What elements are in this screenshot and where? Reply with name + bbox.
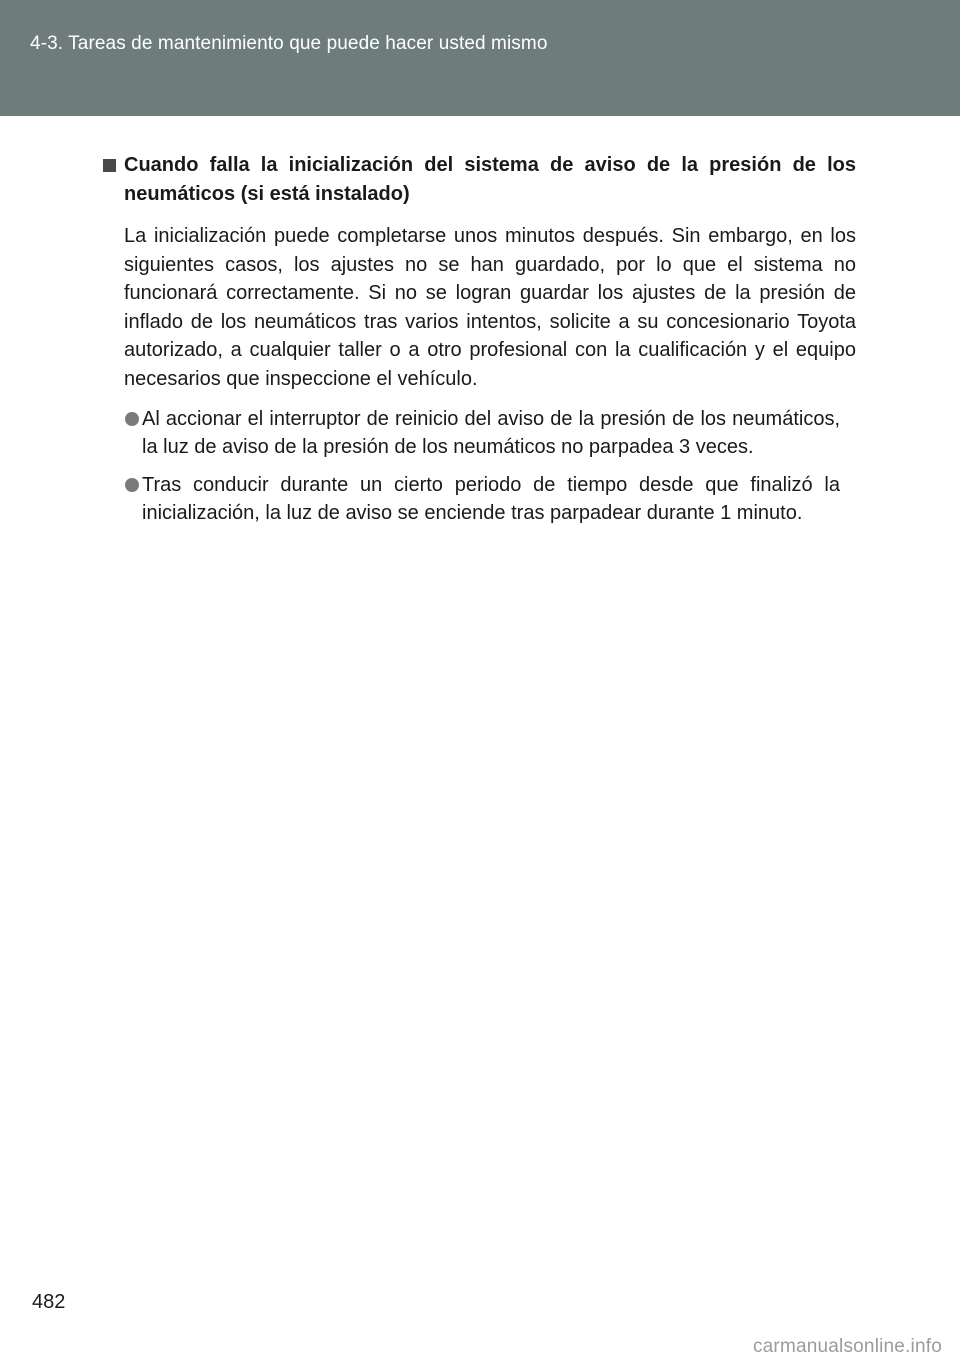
page-number: 482 xyxy=(32,1291,66,1313)
list-item xyxy=(100,471,840,528)
circle-bullet-icon xyxy=(125,412,139,426)
square-bullet-icon xyxy=(103,159,116,172)
chapter-title: 4-3. Tareas de mantenimiento que puede hacer usted mismo xyxy=(30,33,548,54)
content-section xyxy=(100,151,856,537)
section-heading xyxy=(100,151,856,209)
bullet-list xyxy=(100,405,840,528)
circle-bullet-icon xyxy=(125,478,139,492)
header-band xyxy=(0,0,960,116)
list-item-text: Tras conducir durante un cierto periodo de tiempo desde que finalizó la inicialización, la luz de aviso se enciende tras parpadear durante 1 minuto. xyxy=(142,473,840,525)
list-item-text: Al accionar el interruptor de reinicio del aviso de la presión de los neumáticos, la luz de aviso de la presión de los neumáticos no parpadea 3 veces. xyxy=(142,407,840,459)
section-heading-text: Cuando falla la inicialización del sistema de aviso de la presión de los neumáticos (si está instalado) xyxy=(124,154,856,205)
list-item xyxy=(100,405,840,462)
watermark: carmanualsonline.info xyxy=(752,1336,942,1357)
section-body-paragraph: La inicialización puede completarse unos minutos después. Sin embargo, en los siguientes casos, los ajustes no se han guardado, por lo que el sistema no funcionará correctamente. Si no se logran guardar los ajustes de la presión de inflado de los neumáticos tras varios intentos, solicite a su concesionario Toyota autorizado, a cualquier taller o a otro profesional con la cualificación y el equipo necesarios que inspeccione el vehículo. xyxy=(124,225,856,390)
